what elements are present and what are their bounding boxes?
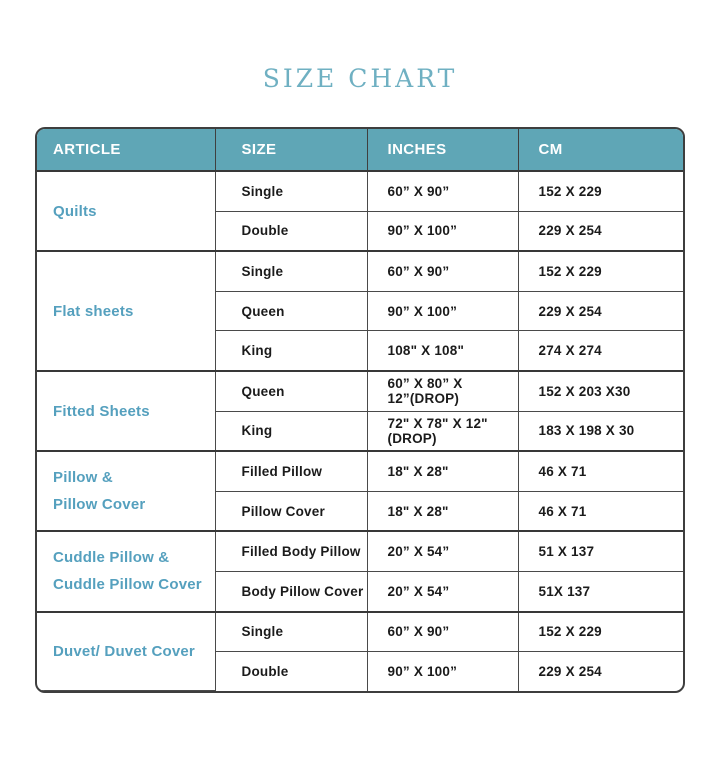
table-row bbox=[37, 371, 685, 411]
size-cell: King bbox=[215, 411, 367, 451]
size-cell: Pillow Cover bbox=[215, 491, 367, 531]
size-cell: Queen bbox=[215, 371, 367, 411]
article-label: Cuddle Pillow & bbox=[53, 549, 170, 567]
table-row bbox=[37, 251, 685, 291]
inches-cell: 108" X 108" bbox=[367, 331, 518, 371]
size-chart-table bbox=[37, 129, 685, 691]
size-cell: Single bbox=[215, 251, 367, 291]
article-cell bbox=[37, 531, 215, 611]
cm-cell: 51 X 137 bbox=[518, 531, 685, 571]
page-title: SIZE CHART bbox=[262, 64, 458, 93]
cm-cell: 274 X 274 bbox=[518, 331, 685, 371]
table-row bbox=[37, 171, 685, 211]
size-chart-table-container bbox=[35, 127, 685, 693]
article-label: Flat sheets bbox=[53, 302, 134, 320]
size-cell: Single bbox=[215, 612, 367, 652]
inches-cell: 90” X 100” bbox=[367, 652, 518, 691]
article-label: Cuddle Pillow Cover bbox=[53, 576, 202, 594]
table-header bbox=[37, 129, 685, 171]
inches-cell: 60” X 90” bbox=[367, 612, 518, 652]
cm-cell: 229 X 254 bbox=[518, 652, 685, 691]
article-label: Pillow & bbox=[53, 469, 113, 487]
size-cell: Single bbox=[215, 171, 367, 211]
cm-cell: 152 X 203 X30 bbox=[518, 371, 685, 411]
inches-cell: 18" X 28" bbox=[367, 451, 518, 491]
cm-cell: 229 X 254 bbox=[518, 291, 685, 331]
inches-cell: 20” X 54” bbox=[367, 531, 518, 571]
article-label: Fitted Sheets bbox=[53, 402, 150, 420]
size-cell: Double bbox=[215, 652, 367, 691]
article-label: Pillow Cover bbox=[53, 496, 146, 514]
size-cell: Double bbox=[215, 211, 367, 251]
inches-cell: 72" X 78" X 12"(DROP) bbox=[367, 411, 518, 451]
table-body bbox=[37, 171, 685, 691]
header-cell-cm: CM bbox=[518, 129, 685, 171]
article-cell bbox=[37, 612, 215, 691]
table-row bbox=[37, 451, 685, 491]
header-cell-inches: INCHES bbox=[367, 129, 518, 171]
inches-cell: 60” X 90” bbox=[367, 251, 518, 291]
header-cell-size: SIZE bbox=[215, 129, 367, 171]
cm-cell: 152 X 229 bbox=[518, 251, 685, 291]
inches-cell: 90” X 100” bbox=[367, 291, 518, 331]
article-label: Duvet/ Duvet Cover bbox=[53, 642, 195, 660]
cm-cell: 229 X 254 bbox=[518, 211, 685, 251]
inches-cell: 90” X 100” bbox=[367, 211, 518, 251]
table-row bbox=[37, 531, 685, 571]
article-cell bbox=[37, 251, 215, 371]
header-row bbox=[37, 129, 685, 171]
inches-cell: 60” X 80” X 12”(DROP) bbox=[367, 371, 518, 411]
article-cell bbox=[37, 451, 215, 531]
inches-cell: 18" X 28" bbox=[367, 491, 518, 531]
header-cell-article: ARTICLE bbox=[37, 129, 215, 171]
cm-cell: 46 X 71 bbox=[518, 491, 685, 531]
size-cell: Body Pillow Cover bbox=[215, 571, 367, 611]
cm-cell: 46 X 71 bbox=[518, 451, 685, 491]
article-cell bbox=[37, 171, 215, 251]
inches-cell: 20” X 54” bbox=[367, 571, 518, 611]
size-cell: King bbox=[215, 331, 367, 371]
inches-cell: 60” X 90” bbox=[367, 171, 518, 211]
article-label: Quilts bbox=[53, 202, 97, 220]
table-row bbox=[37, 612, 685, 652]
article-cell bbox=[37, 371, 215, 451]
size-cell: Filled Body Pillow bbox=[215, 531, 367, 571]
cm-cell: 51X 137 bbox=[518, 571, 685, 611]
size-cell: Filled Pillow bbox=[215, 451, 367, 491]
cm-cell: 152 X 229 bbox=[518, 171, 685, 211]
cm-cell: 183 X 198 X 30 bbox=[518, 411, 685, 451]
size-cell: Queen bbox=[215, 291, 367, 331]
cm-cell: 152 X 229 bbox=[518, 612, 685, 652]
